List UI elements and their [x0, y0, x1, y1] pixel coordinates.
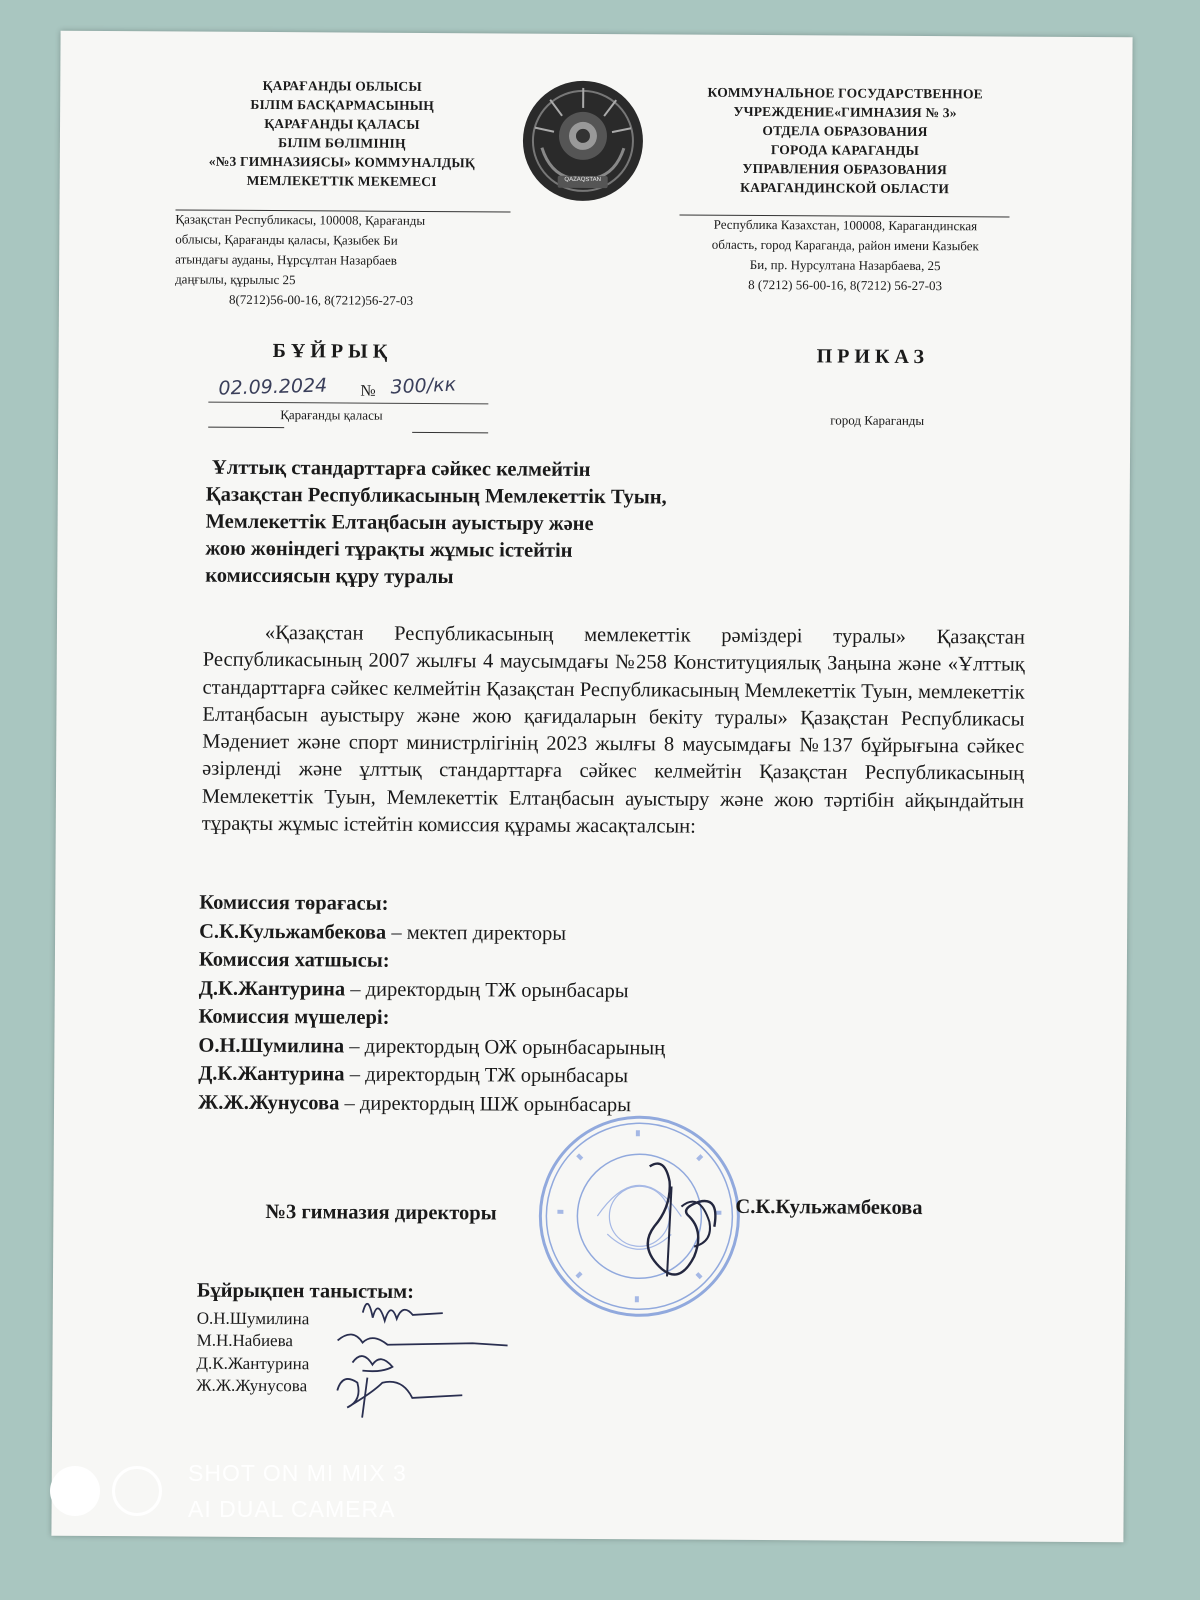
header-kz-line: ҚАРАҒАНДЫ ҚАЛАСЫ	[264, 115, 420, 132]
chair-name: С.К.Кульжамбекова	[199, 920, 387, 944]
secretary-name: Д.К.Жантурина	[198, 977, 346, 1000]
watermark-line: AI DUAL CAMERA	[188, 1496, 396, 1522]
header-ru-line: КОММУНАЛЬНОЕ ГОСУДАРСТВЕННОЕ	[707, 84, 983, 102]
header-kz	[172, 75, 513, 191]
member-role: – директордың ОЖ орынбасарының	[344, 1034, 666, 1059]
address-ru-phone: 8 (7212) 56-00-16, 8(7212) 56-27-03	[748, 276, 943, 294]
address-kz-line: даңғылы, құрылыс 25	[175, 271, 296, 288]
chair-role: – мектеп директоры	[386, 921, 567, 945]
city-kz-underline-right	[412, 432, 488, 433]
acknowledgement-name: М.Н.Набиева	[196, 1330, 294, 1351]
document-page	[51, 31, 1132, 1543]
order-title-line: Қазақстан Республикасының Мемлекеттік Туын,	[205, 483, 667, 509]
order-title-line: комиссиясын құру туралы	[205, 564, 454, 589]
order-title	[205, 455, 826, 594]
header-kz-line: «№3 ГИМНАЗИЯСЫ» КОММУНАЛДЫҚ	[208, 153, 475, 171]
emblem-text: QAZAQSTAN	[564, 176, 602, 184]
member-role: – директордың ШЖ орынбасары	[339, 1091, 632, 1116]
header-ru-line: КАРАГАНДИНСКОЙ ОБЛАСТИ	[740, 179, 950, 197]
camera-watermark	[50, 1460, 510, 1560]
member-name: О.Н.Шумилина	[198, 1034, 345, 1057]
header-ru-line: УПРАВЛЕНИЯ ОБРАЗОВАНИЯ	[742, 160, 948, 178]
order-body: «Қазақстан Республикасының мемлекеттік рәміздері туралы» Қазақстан Республикасының 2007 жылғы 4 маусымдағы №258 Конституциялық Заңына және «Ұлттық стандарттарға сәйкес келмейтін Қазақстан Республикасының Мемлекеттік Туын, мемлекеттік Елтаңбасын ауыстыру және жою қағидаларын бекіту туралы» Қазақстан Республикасы Мәдениет және спорт министрлігінің 2023 жылғы 8 маусымдағы №137 бұйрығына сәйкес әзірленді және ұлттық стандарттарға сәйкес келмейтін Қазақстан Республикасының Мемлекеттік Туын, Мемлекеттік Елтаңбасын ауыстыру және жою тәртібін айқындайтын тұрақты жұмыс істейтін комиссия құрамы жасақталсын:	[201, 621, 1025, 838]
header-kz-line: БІЛІМ БӨЛІМІНІҢ	[278, 135, 406, 151]
secretary-role: – директордың ТЖ орынбасары	[345, 977, 629, 1002]
director-title: №3 гимназия директоры	[265, 1201, 497, 1225]
doc-type-ru: ПРИКАЗ	[816, 345, 930, 369]
city-kz-underline-left	[208, 427, 284, 428]
member-name: Д.К.Жантурина	[198, 1062, 345, 1086]
address-ru-line: область, город Караганда, район имени Казыбек	[711, 236, 979, 254]
watermark-dot-filled-icon	[50, 1466, 100, 1516]
date-handwritten: 02.09.2024	[218, 374, 328, 400]
address-kz-phone: 8(7212)56-00-16, 8(7212)56-27-03	[228, 291, 414, 308]
order-title-line: Мемлекеттік Елтаңбасын ауыстыру және	[205, 510, 594, 536]
member-role: – директордың ТЖ орынбасары	[344, 1063, 629, 1088]
number-handwritten: 300/кк	[389, 373, 457, 399]
header-ru-line: УЧРЕЖДЕНИЕ«ГИМНАЗИЯ № 3»	[733, 103, 957, 121]
date-number-underline	[208, 402, 488, 405]
address-kz-line: Қазақстан Республикасы, 100008, Қарағанды	[175, 211, 426, 228]
watermark-line: SHOT ON MI MIX 3	[188, 1460, 407, 1486]
address-ru	[677, 215, 1013, 297]
order-title-line: жою жөніндегі тұрақты жұмыс істейтін	[205, 537, 573, 562]
address-kz	[175, 209, 516, 311]
acknowledgement-heading: Бұйрықпен таныстым:	[196, 1279, 415, 1303]
doc-type-kz: БҰЙРЫҚ	[272, 340, 393, 363]
order-title-line: Ұлттық стандарттарға сәйкес келмейтін	[211, 456, 591, 481]
acknowledgement-name: Д.К.Жантурина	[196, 1353, 310, 1373]
state-emblem-icon	[520, 78, 647, 205]
commission-list	[198, 889, 999, 1122]
header-ru-line: ГОРОДА КАРАГАНДЫ	[770, 142, 919, 158]
acknowledgement-name: О.Н.Шумилина	[196, 1308, 310, 1328]
address-kz-line: облысы, Қарағанды қаласы, Қазыбек Би	[175, 231, 398, 248]
chair-heading: Комиссия төрағасы:	[199, 891, 389, 915]
director-signature-icon	[609, 1146, 740, 1297]
header-ru-line: ОТДЕЛА ОБРАЗОВАНИЯ	[762, 123, 928, 140]
acknowledgement-signatures-icon	[332, 1282, 513, 1453]
city-kz: Қарағанды қаласы	[280, 407, 383, 423]
number-label: №	[360, 382, 376, 400]
member-name: Ж.Ж.Жунусова	[197, 1091, 340, 1114]
members-heading: Комиссия мүшелері:	[198, 1005, 390, 1029]
address-kz-line: атындағы ауданы, Нұрсұлтан Назарбаев	[175, 251, 397, 268]
member-row	[198, 1060, 998, 1093]
secretary-heading: Комиссия хатшысы:	[198, 948, 390, 972]
address-ru-line: Би, пр. Нурсултана Назарбаева, 25	[749, 256, 941, 274]
acknowledgement-name: Ж.Ж.Жунусова	[196, 1375, 308, 1396]
address-ru-line: Республика Казахстан, 100008, Карагандинская	[713, 216, 978, 234]
watermark-dot-outline-icon	[112, 1466, 162, 1516]
director-name: С.К.Кульжамбекова	[735, 1195, 923, 1220]
header-kz-line: ҚАРАҒАНДЫ ОБЛЫСЫ	[262, 77, 422, 94]
header-kz-line: МЕМЛЕКЕТТІК МЕКЕМЕСІ	[246, 172, 437, 190]
city-ru: город Караганды	[830, 412, 925, 429]
header-kz-line: БІЛІМ БАСҚАРМАСЫНЫҢ	[250, 96, 434, 114]
header-ru	[680, 83, 1011, 199]
